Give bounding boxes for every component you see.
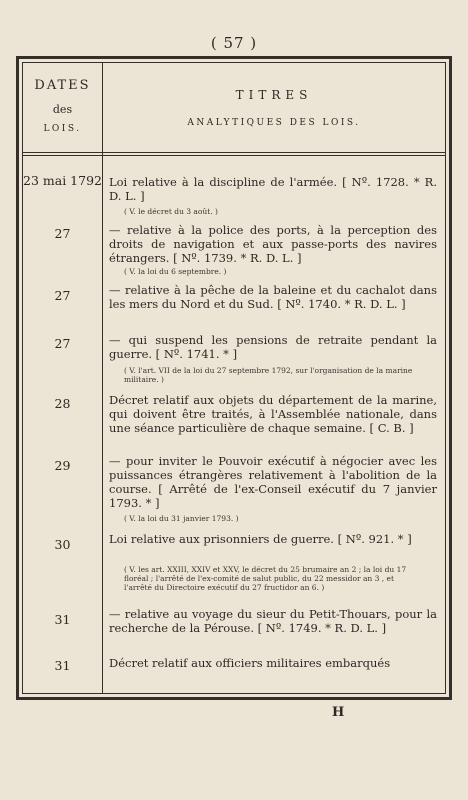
row-1-date: 23 mai 1792: [23, 173, 102, 188]
row-8-text: — relative au voyage du sieur du Petit-Thouars, pour la recherche de la Pérouse. [ Nº. 1749. * R. D. L. ]: [109, 607, 437, 635]
header-lois: LOIS.: [43, 124, 82, 134]
row-3-date: 27: [54, 288, 71, 303]
row-3-text: — relative à la pêche de la baleine et du cachalot dans les mers du Nord et du Sud. [ Nº. 1740. * R. D. L. ]: [109, 283, 437, 311]
row-2-date: 27: [54, 226, 71, 241]
row-1-note: ( V. le décret du 3 août. ): [124, 207, 218, 216]
row-6-date: 29: [54, 458, 71, 473]
header-titres: TITRES: [235, 88, 313, 102]
column-divider: [102, 63, 103, 693]
header-analytiques: ANALYTIQUES DES LOIS.: [187, 118, 361, 128]
row-2-text: — relative à la police des ports, à la perception des droits de navigation et aux passe-ports des navires étrangers. [ Nº. 1739. * R. D. L. ]: [109, 223, 437, 265]
row-7-text: Loi relative aux prisonniers de guerre. [ Nº. 921. * ]: [109, 532, 412, 546]
header-des: des: [52, 103, 73, 116]
signature-mark: H: [332, 705, 345, 720]
row-9-date: 31: [54, 658, 71, 673]
row-5-date: 28: [54, 396, 71, 411]
header-rule: [23, 152, 445, 156]
row-6-note: ( V. la loi du 31 janvier 1793. ): [124, 514, 239, 523]
row-4-text: — qui suspend les pensions de retraite pendant la guerre. [ Nº. 1741. * ]: [109, 333, 437, 361]
row-2-note: ( V. la loi du 6 septembre. ): [124, 267, 227, 276]
page-number: ( 57 ): [210, 34, 258, 52]
row-5-text: Décret relatif aux objets du département de la marine, qui doivent être traités, à l'Assemblée nationale, dans une séance particulière de chaque semaine. [ C. B. ]: [109, 393, 437, 435]
row-4-date: 27: [54, 336, 71, 351]
header-dates: DATES: [34, 78, 91, 93]
row-7-note: ( V. les art. XXIII, XXIV et XXV, le décret du 25 brumaire an 2 ; la loi du 17 floréal ; l'arrêté de l'ex-comité de salut public, du 22 messidor an 3 , et l'arrêté du Directoire exécutif du 27 fructidor an 6. ): [124, 565, 407, 592]
row-9-text: Décret relatif aux officiers militaires embarqués: [109, 656, 391, 670]
row-1-text: Loi relative à la discipline de l'armée. [ Nº. 1728. * R. D. L. ]: [109, 175, 437, 203]
row-4-note: ( V. l'art. VII de la loi du 27 septembre 1792, sur l'organisation de la marine militaire. ): [124, 366, 413, 384]
row-7-date: 30: [54, 537, 71, 552]
row-6-text: — pour inviter le Pouvoir exécutif à négocier avec les puissances étrangères relativement à l'abolition de la course. [ Arrêté de l'ex-Conseil exécutif du 7 janvier 1793. * ]: [109, 454, 437, 510]
row-8-date: 31: [54, 612, 71, 627]
